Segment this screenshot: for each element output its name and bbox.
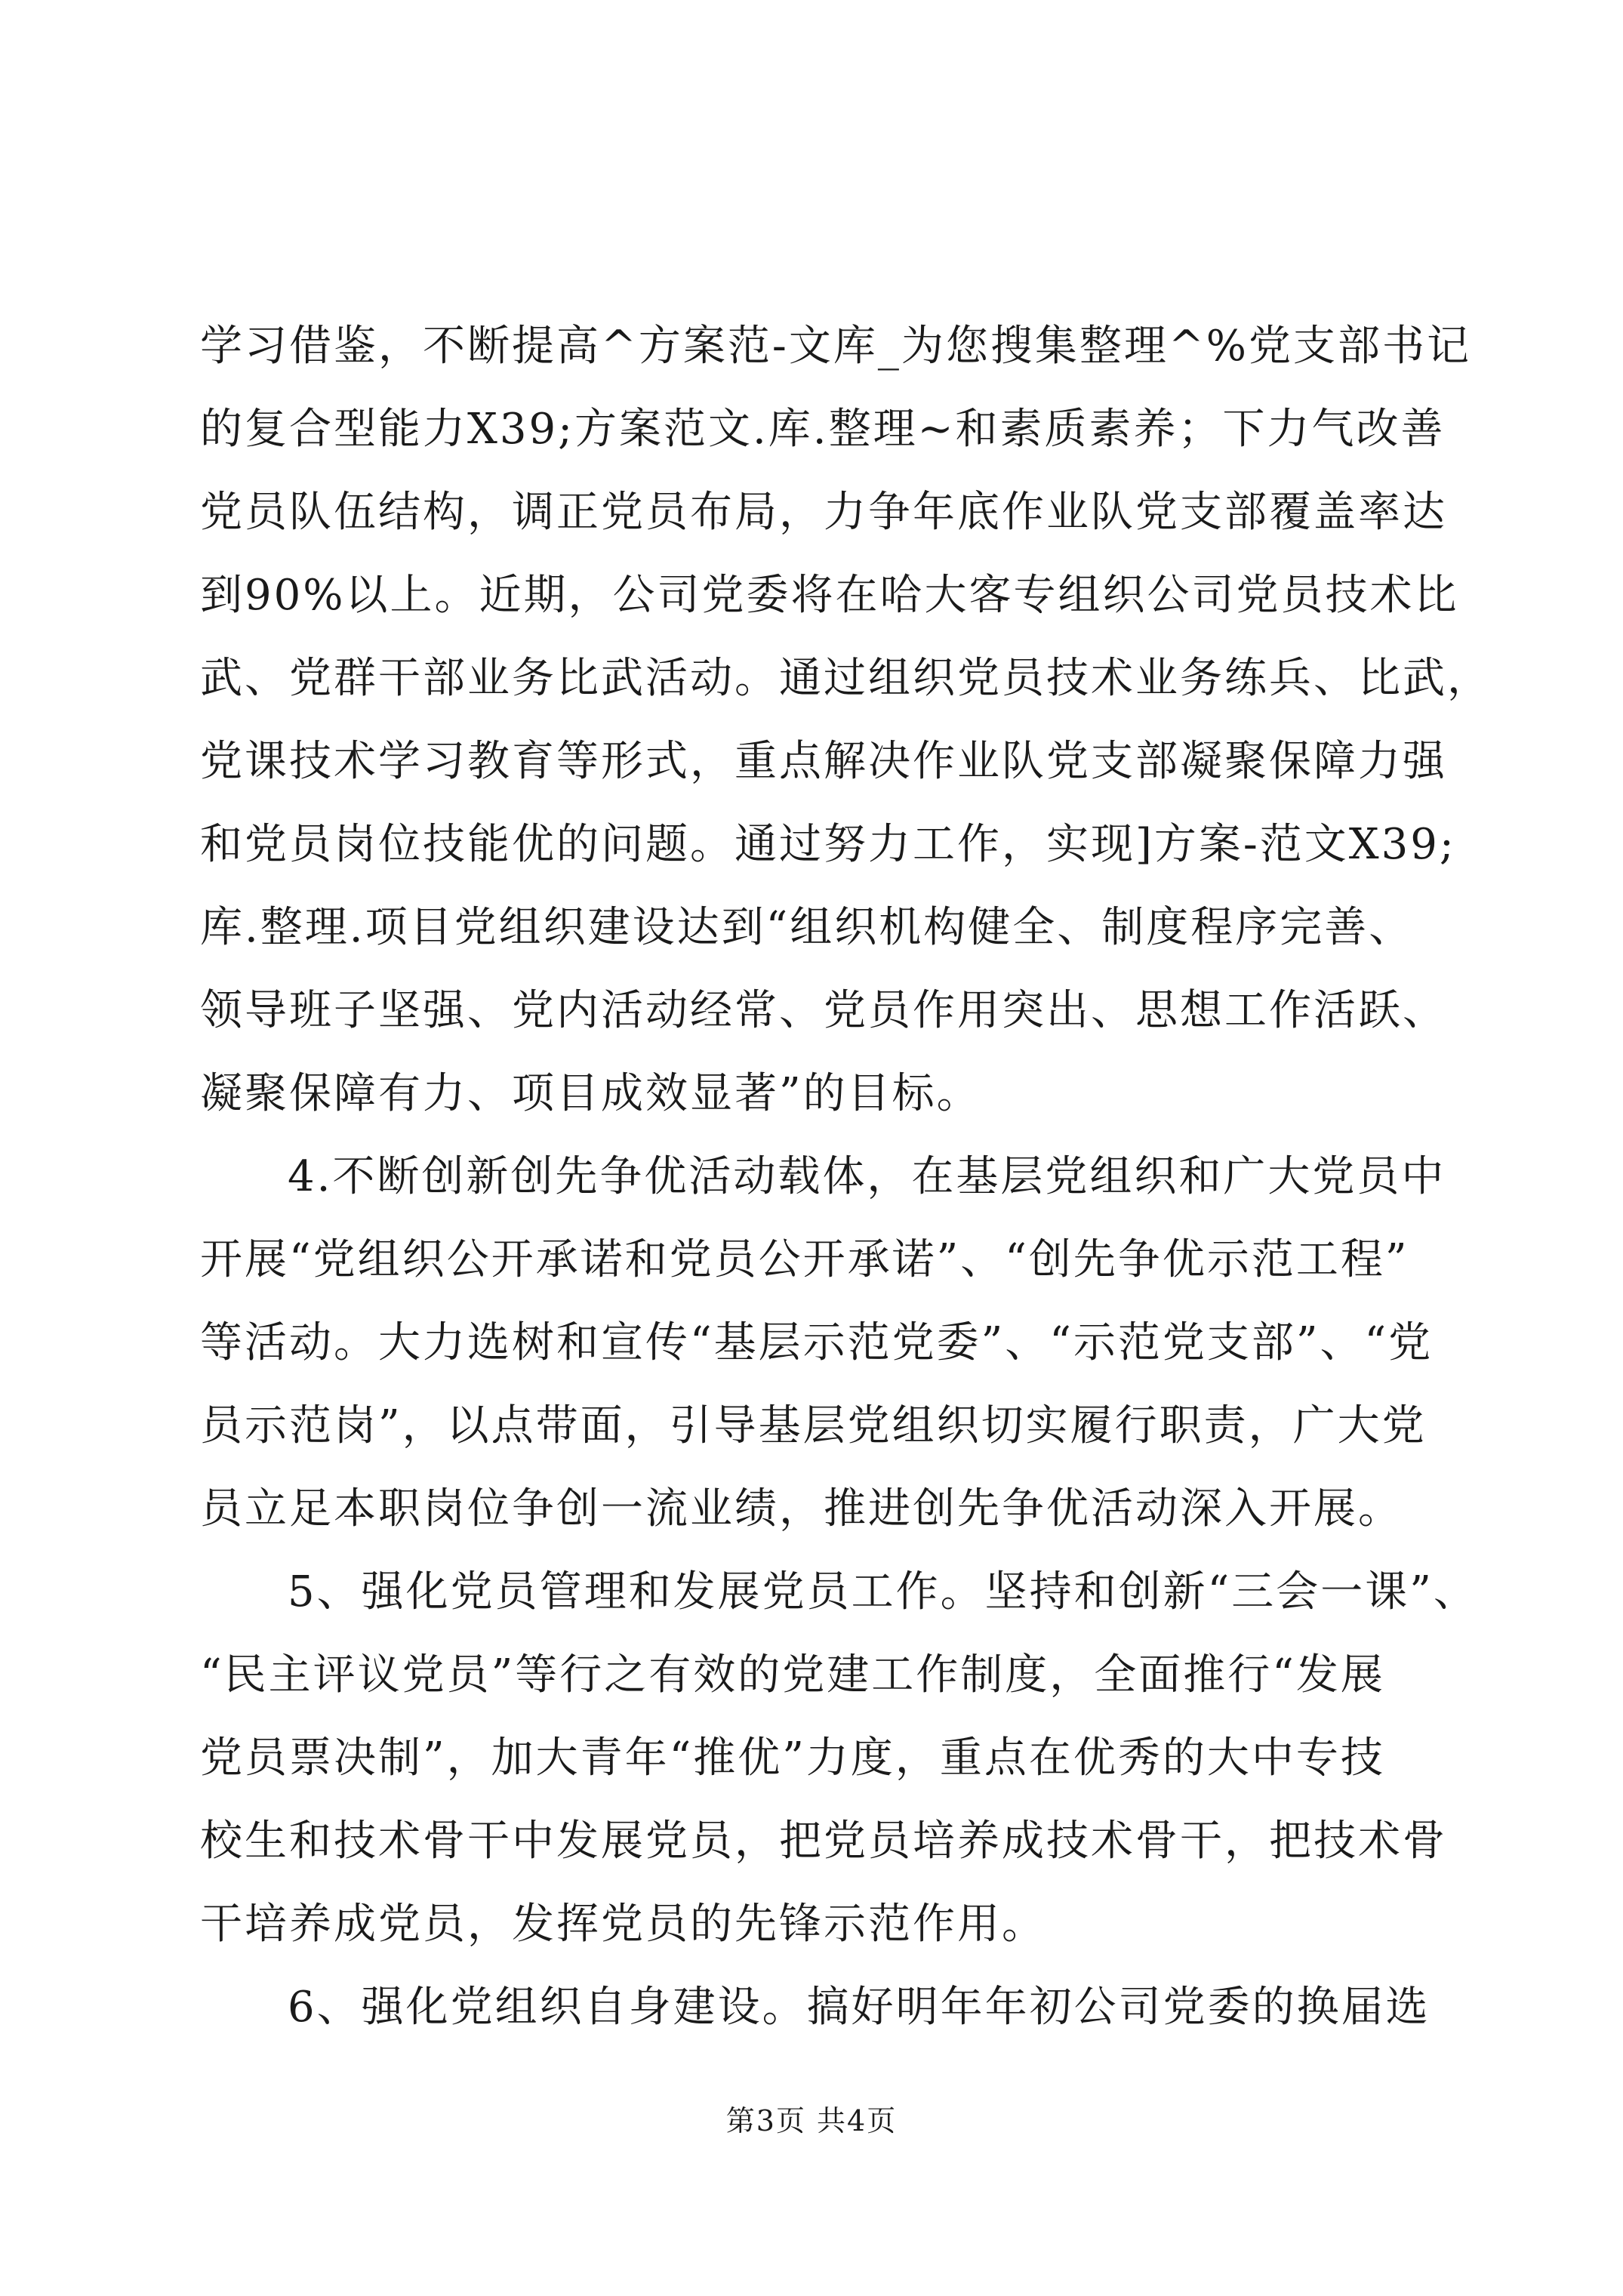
text-line: 6、强化党组织自身建设。搞好明年年初公司党委的换届选 [288, 1983, 1431, 2032]
text-line: 员立足本职岗位争创一流业绩，推进创先争优活动深入开展。 [200, 1484, 1403, 1533]
text-line: 党员票决制”，加大青年“推优”力度，重点在优秀的大中专技 [200, 1734, 1385, 1783]
paragraph-item-6 [200, 1966, 1483, 2049]
text-line: 员示范岗”，以点带面，引导基层党组织切实履行职责，广大党 [200, 1401, 1427, 1450]
text-line: 开展“党组织公开承诺和党员公开承诺”、“创先争优示范工程” [200, 1235, 1409, 1284]
text-line: 4.不断创新创先争优活动载体，在基层党组织和广大党员中 [288, 1152, 1446, 1201]
paragraph-item-5 [200, 1551, 1483, 1966]
text-line: 的复合型能力X39;方案范文.库.整理~和素质素养；下力气改善 [200, 405, 1446, 454]
document-page [200, 0, 1492, 2039]
text-line: 领导班子坚强、党内活动经常、党员作用突出、思想工作活跃、 [200, 986, 1447, 1035]
text-line: 到90%以上。近期，公司党委将在哈大客专组织公司党员技术比 [200, 571, 1459, 620]
text-line: 校生和技术骨干中发展党员，把党员培养成技术骨干，把技术骨 [200, 1817, 1447, 1866]
text-line: 武、党群干部业务比武活动。通过组织党员技术业务练兵、比武， [200, 654, 1492, 703]
paragraph-item-4 [200, 1136, 1483, 1551]
text-line: 库.整理.项目党组织建设达到“组织机构健全、制度程序完善、 [200, 903, 1414, 952]
text-line: 学习借鉴，不断提高^方案范-文库_为您搜集整理^%党支部书记 [200, 322, 1471, 371]
text-line: 干培养成党员，发挥党员的先锋示范作用。 [200, 1900, 1046, 1949]
text-line: 党员队伍结构，调正党员布局，力争年底作业队党支部覆盖率达 [200, 488, 1447, 537]
paragraph-continuation [200, 305, 1492, 1136]
text-line: 凝聚保障有力、项目成效显著”的目标。 [200, 1069, 981, 1118]
text-line: 等活动。大力选树和宣传“基层示范党委”、“示范党支部”、“党 [200, 1318, 1434, 1367]
text-line: “民主评议党员”等行之有效的党建工作制度，全面推行“发展 [200, 1650, 1385, 1700]
text-line: 和党员岗位技能优的问题。通过努力工作，实现]方案-范文X39; [200, 820, 1456, 869]
text-line: 5、强化党员管理和发展党员工作。坚持和创新“三会一课”、 [288, 1567, 1478, 1616]
page-number-footer: 第3页 共4页 [725, 2104, 898, 2137]
text-line: 党课技术学习教育等形式，重点解决作业队党支部凝聚保障力强 [200, 737, 1447, 786]
